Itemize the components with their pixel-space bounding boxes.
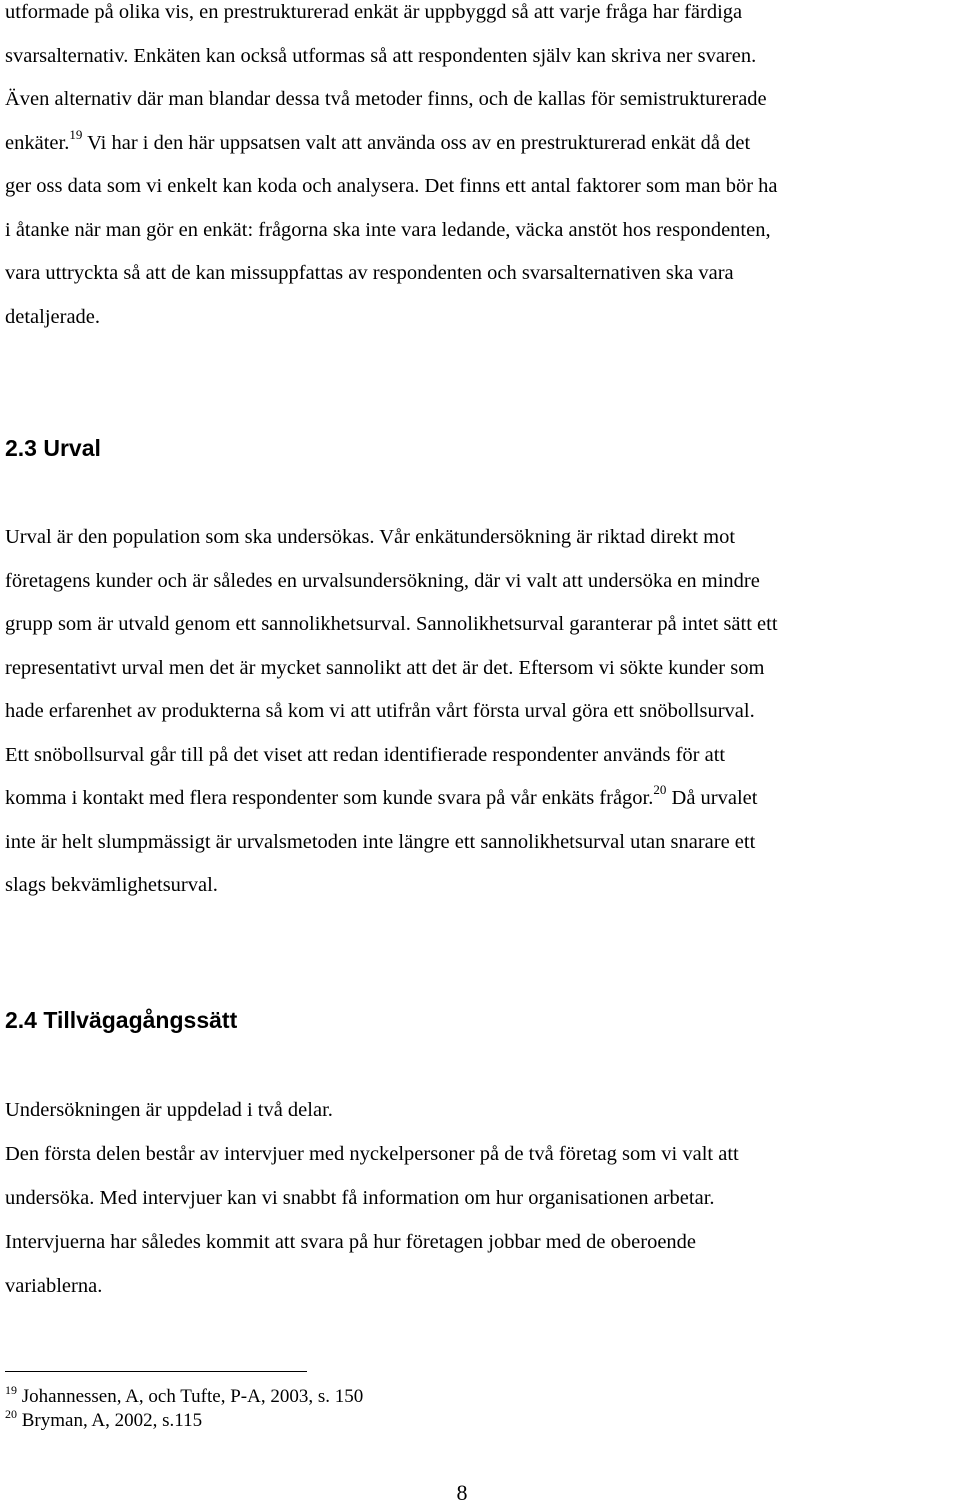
text-line: grupp som är utvald genom ett sannolikhetsurval. Sannolikhetsurval garanterar på intet sätt ett xyxy=(5,613,778,635)
text-line: Urval är den population som ska undersökas. Vår enkätundersökning är riktad direkt mot xyxy=(5,526,736,548)
text-segment: komma i kontakt med flera respondenter som kunde svara på vår enkäts frågor. xyxy=(5,787,654,809)
footnote-text: Johannessen, A, och Tufte, P-A, 2003, s. 150 xyxy=(21,1386,364,1407)
text-line: ger oss data som vi enkelt kan koda och analysera. Det finns ett antal faktorer som man bör ha xyxy=(5,175,778,197)
footnote-number: 20 xyxy=(5,1406,17,1421)
text-segment: Då urvalet xyxy=(666,787,758,809)
section-heading-tillvagagangssatt: 2.4 Tillvägagångssätt xyxy=(5,1007,238,1033)
page-number: 8 xyxy=(456,1480,468,1505)
text-line: i åtanke när man gör en enkät: frågorna ska inte vara ledande, väcka anstöt hos respondenten, xyxy=(5,218,771,241)
section-heading-urval: 2.3 Urval xyxy=(5,435,101,461)
paragraph-survey-design xyxy=(5,0,955,339)
footnote-separator xyxy=(5,1371,307,1372)
footnote-text: Bryman, A, 2002, s.115 xyxy=(21,1410,203,1431)
text-line: Ett snöbollsurval går till på det viset att redan identifierade respondenter används för att xyxy=(5,743,726,766)
text-line: svarsalternativ. Enkäten kan också utformas så att respondenten själv kan skriva ner svaren. xyxy=(5,44,757,67)
text-line: variablerna. xyxy=(5,1275,103,1297)
text-segment: enkäter. xyxy=(5,131,70,154)
footnote-20 xyxy=(5,1406,203,1433)
text-line: företagens kunder och är således en urvalsundersökning, där vi valt att undersöka en mindre xyxy=(5,569,760,592)
text-line: Undersökningen är uppdelad i två delar. xyxy=(5,1099,333,1121)
text-line: undersöka. Med intervjuer kan vi snabbt få information om hur organisationen arbetar. xyxy=(5,1187,715,1209)
text-line xyxy=(5,122,955,166)
text-segment: Vi har i den här uppsatsen valt att använda oss av en prestrukturerad enkät då det xyxy=(82,131,751,154)
text-line: Även alternativ där man blandar dessa två metoder finns, och de kallas för semistrukturerade xyxy=(5,88,767,110)
paragraph-urval xyxy=(5,516,955,908)
text-line: Den första delen består av intervjuer med nyckelpersoner på de två företag som vi valt att xyxy=(5,1143,739,1165)
text-line: slags bekvämlighetsurval. xyxy=(5,874,218,896)
footnote-ref-20: 20 xyxy=(653,782,667,798)
footnote-number: 19 xyxy=(5,1382,17,1397)
text-line: representativt urval men det är mycket sannolikt att det är det. Eftersom vi sökte kunder som xyxy=(5,656,765,679)
text-line: vara uttryckta så att de kan missuppfattas av respondenten och svarsalternativen ska vara xyxy=(5,262,734,284)
footnote-ref-19: 19 xyxy=(69,126,83,142)
footnote-19 xyxy=(5,1382,364,1409)
text-line xyxy=(5,777,955,821)
text-line: hade erfarenhet av produkterna så kom vi att utifrån vårt första urval göra ett snöbollsurval. xyxy=(5,700,755,722)
text-line: utformade på olika vis, en prestrukturerad enkät är uppbyggd så att varje fråga har färdiga xyxy=(5,1,743,23)
text-line: inte är helt slumpmässigt är urvalsmetoden inte längre ett sannolikhetsurval utan snarare ett xyxy=(5,830,756,853)
paragraph-tillvagagangssatt xyxy=(5,1088,955,1308)
text-line: detaljerade. xyxy=(5,305,101,328)
text-line: Intervjuerna har således kommit att svara på hur företagen jobbar med de oberoende xyxy=(5,1231,697,1253)
